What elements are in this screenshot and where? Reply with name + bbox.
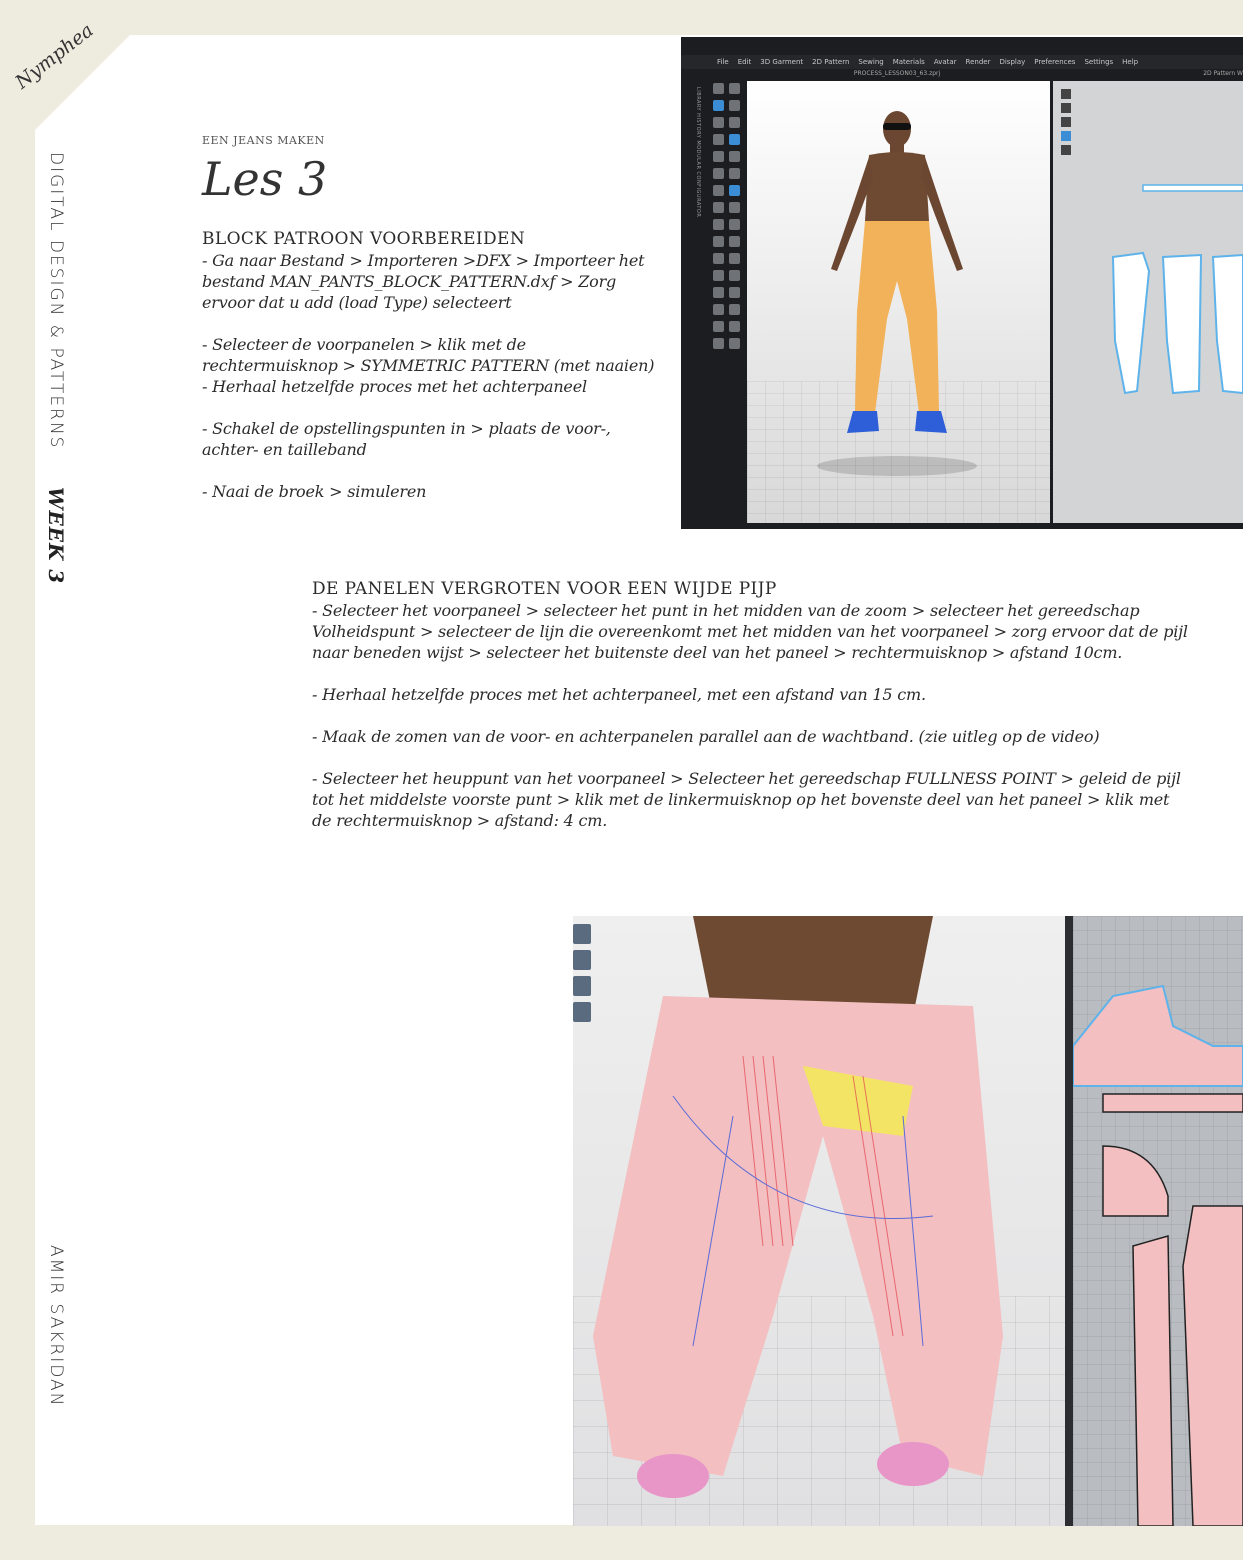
right-shoe — [915, 411, 947, 433]
avatar-neck — [890, 143, 904, 153]
tool-icon[interactable] — [729, 270, 740, 281]
tool-icon[interactable] — [729, 253, 740, 264]
week-label: WEEK 3 — [44, 487, 68, 585]
menu-item[interactable]: Preferences — [1034, 58, 1076, 66]
leg-panel-piece — [1183, 1206, 1243, 1526]
wide-pants-3d — [573, 916, 1065, 1526]
pattern-tool-icon — [1061, 117, 1071, 127]
tool-icon[interactable] — [713, 168, 724, 179]
menu-item[interactable]: Avatar — [933, 58, 957, 66]
software-screenshot-avatar — [681, 37, 1243, 529]
pattern-pieces — [1053, 81, 1243, 523]
waistband-piece — [1143, 185, 1243, 191]
back-panel-piece-mirror — [1213, 255, 1243, 393]
sunglasses-icon — [883, 123, 911, 130]
instruction-step: - Selecteer de voorpanelen > klik met de rechtermuisknop > SYMMETRIC PATTERN (met naaien) - Herhaal hetzelfde proces met het achterpaneel — [202, 335, 655, 396]
front-panel-piece — [1113, 253, 1149, 393]
tool-icon[interactable] — [729, 202, 740, 213]
instruction-step: - Herhaal hetzelfde proces met het achterpaneel, met een afstand van 15 cm. — [312, 685, 926, 704]
tool-icon[interactable] — [729, 100, 740, 111]
tool-palette — [713, 83, 745, 523]
tool-icon[interactable] — [713, 83, 724, 94]
floor-shadow — [817, 456, 977, 476]
tool-icon[interactable] — [713, 202, 724, 213]
software-screenshot-fullness — [573, 916, 1243, 1526]
window-divider[interactable] — [1065, 916, 1073, 1526]
tool-icon[interactable] — [729, 304, 740, 315]
tool-icon[interactable] — [729, 338, 740, 349]
menu-item[interactable]: Settings — [1084, 58, 1114, 66]
menu-item[interactable]: File — [717, 58, 729, 66]
tool-icon[interactable] — [713, 253, 724, 264]
menu-item[interactable]: Sewing — [858, 58, 884, 66]
menu-item[interactable]: Materials — [892, 58, 925, 66]
section-block-pattern — [202, 229, 657, 523]
menu-item[interactable]: 3D Garment — [760, 58, 804, 66]
right-shoe — [877, 1442, 949, 1486]
waistband-piece — [1103, 1094, 1243, 1112]
file-tab[interactable]: PROCESS_LESSON03_63.zprj — [853, 70, 941, 77]
tool-icon[interactable] — [713, 219, 724, 230]
pattern-tool-icon — [1061, 103, 1071, 113]
tool-icon[interactable] — [713, 100, 724, 111]
side-panel-tabs[interactable]: LIBRARY HISTORY MODULAR CONFIGURATOR — [695, 87, 701, 218]
tool-icon[interactable] — [713, 117, 724, 128]
nymphea-logo: Nymphea — [11, 19, 98, 94]
tool-icon[interactable] — [713, 338, 724, 349]
tool-icon[interactable] — [729, 185, 740, 196]
section-heading: BLOCK PATROON VOORBEREIDEN — [202, 229, 526, 249]
tool-icon[interactable] — [713, 236, 724, 247]
series-title: DIGITAL DESIGN & PATTERNS — [46, 152, 66, 450]
menu-item[interactable]: Display — [999, 58, 1026, 66]
pattern-tool-icon — [1061, 145, 1071, 155]
lesson-kicker: EEN JEANS MAKEN — [202, 134, 325, 147]
pants-3d — [855, 221, 939, 413]
tool-icon[interactable] — [729, 134, 740, 145]
pocket-piece — [1103, 1146, 1168, 1216]
menu-bar — [681, 55, 1243, 69]
instruction-step: - Ga naar Bestand > Importeren >DFX > Importeer het bestand MAN_PANTS_BLOCK_PATTERN.dxf > Zorg ervoor dat u add (load Type) selecteert — [202, 251, 645, 312]
wide-leg-pants — [593, 996, 1003, 1476]
back-panel-piece — [1163, 255, 1201, 393]
section-heading: DE PANELEN VERGROTEN VOOR EEN WIJDE PIJP — [312, 579, 777, 599]
tool-icon[interactable] — [713, 304, 724, 315]
pattern-window-tab[interactable]: 2D Pattern W — [1203, 70, 1243, 77]
tool-icon[interactable] — [713, 270, 724, 281]
menu-item[interactable]: Edit — [737, 58, 752, 66]
instruction-step: - Selecteer het voorpaneel > selecteer het punt in het midden van de zoom > selecteer het gereedschap Volheidspunt > selecteer de lijn die overeenkomt met het midden van het voorpaneel > zorg ervoor dat de pijl naar beneden wijst > selecteer het buitenste deel van het paneel > rechtermuisknop > afstand 10cm. — [312, 601, 1188, 662]
tool-icon[interactable] — [729, 236, 740, 247]
2d-pattern-closeup[interactable] — [1073, 916, 1243, 1526]
tool-icon[interactable] — [729, 321, 740, 332]
pattern-toolbar — [1061, 89, 1071, 155]
yoke-piece — [1073, 986, 1243, 1086]
section-wide-leg — [312, 579, 1192, 852]
instruction-step: - Selecteer het heuppunt van het voorpaneel > Selecteer het gereedschap FULLNESS POINT > geleid de pijl tot het middelste voorste punt > klik met de linkermuisknop op het bovenste deel van het paneel > klik met de rechtermuisknop > afstand: 4 cm. — [312, 769, 1181, 830]
tool-icon[interactable] — [713, 321, 724, 332]
pattern-tool-icon — [1061, 89, 1071, 99]
instruction-step: - Maak de zomen van de voor- en achterpanelen parallel aan de wachtband. (zie uitleg op de video) — [312, 727, 1100, 746]
pattern-pieces-closeup — [1073, 916, 1243, 1526]
tool-icon[interactable] — [713, 151, 724, 162]
menu-item[interactable]: Render — [965, 58, 991, 66]
author-name: AMIR SAKRIDAN — [46, 1245, 66, 1408]
3d-viewport[interactable] — [747, 81, 1050, 523]
instruction-step: - Naai de broek > simuleren — [202, 482, 427, 501]
menu-item[interactable]: Help — [1122, 58, 1139, 66]
instruction-step: - Schakel de opstellingspunten in > plaats de voor-, achter- en tailleband — [202, 419, 611, 459]
tool-icon[interactable] — [729, 287, 740, 298]
tool-icon[interactable] — [729, 117, 740, 128]
2d-pattern-window[interactable] — [1053, 81, 1243, 523]
lesson-title: Les 3 — [202, 152, 328, 206]
left-shoe — [847, 411, 879, 433]
tool-icon[interactable] — [713, 287, 724, 298]
leg-panel-piece-left — [1133, 1236, 1173, 1526]
tool-icon[interactable] — [713, 134, 724, 145]
tool-icon[interactable] — [729, 151, 740, 162]
3d-viewport-closeup[interactable] — [573, 916, 1065, 1526]
tool-icon[interactable] — [729, 219, 740, 230]
tool-icon[interactable] — [729, 168, 740, 179]
tool-icon[interactable] — [713, 185, 724, 196]
avatar-torso — [865, 152, 929, 226]
avatar-figure — [747, 81, 1050, 523]
menu-item[interactable]: 2D Pattern — [812, 58, 850, 66]
left-shoe — [637, 1454, 709, 1498]
tool-icon[interactable] — [729, 83, 740, 94]
pattern-tool-icon — [1061, 131, 1071, 141]
